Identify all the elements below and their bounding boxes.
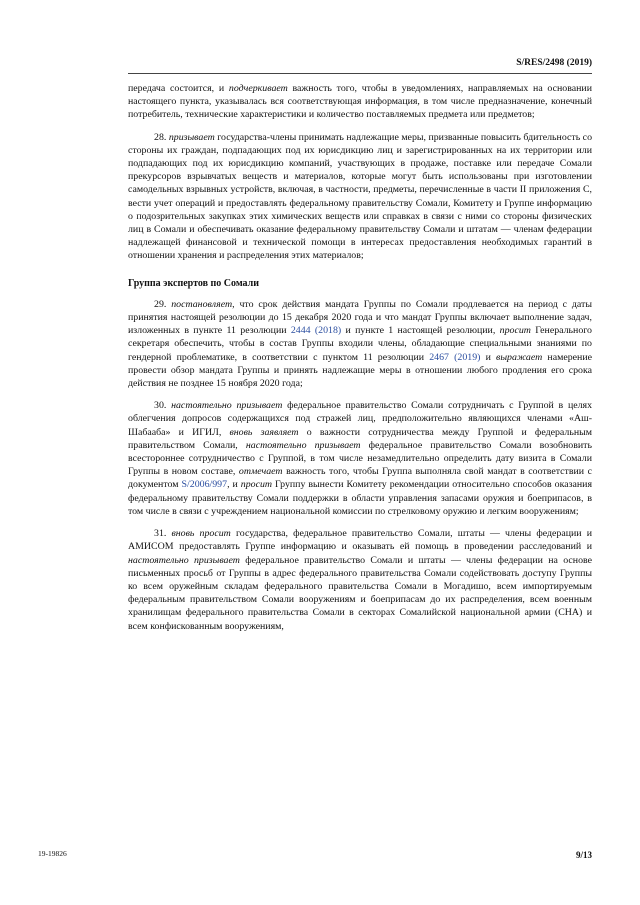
emphasis: подчеркивает: [228, 83, 288, 94]
document-body: [128, 82, 592, 642]
section-heading: Группа экспертов по Сомали: [128, 277, 260, 289]
emphasis: отмечает: [238, 466, 283, 478]
paragraph-number: 29.: [154, 298, 172, 310]
text-run: передача состоится, и: [128, 83, 229, 94]
text-run: государства, федеральное правительство Сомали, штаты — члены федерации и АМИСОМ предоставлять Группе информацию и оказывать ей помощь в проведении расследований и: [128, 528, 592, 553]
emphasis: призывает: [168, 131, 215, 143]
text-run: намерение провести обзор мандата Группы и принять надлежащие меры в отношении любого продления его срока действия не позднее 15 ноября 2020 года;: [128, 351, 592, 390]
emphasis: просит: [499, 325, 531, 337]
emphasis: выражает: [496, 351, 543, 363]
paragraph-28: [128, 131, 592, 263]
text-run: и пункте 1 настоящей резолюции,: [341, 325, 500, 337]
paragraph-number: 28.: [154, 131, 169, 143]
text-run: федеральное правительство Сомали сотрудничать с Группой в целях облегчения допросов содержащихся под стражей лиц, предположительно являющихся членами «Аш-Шабааба» и ИГИЛ,: [128, 400, 593, 438]
emphasis: вновь просит: [171, 528, 231, 540]
emphasis: настоятельно призывает: [171, 400, 283, 412]
text-run: , что срок действия мандата Группы по Сомали продлевается на период с даты принятия настоящей резолюции до 15 декабря 2020 года и что мандат Группы включает выполнение задач, изложенных в пункте 11 резолюции: [128, 298, 593, 337]
emphasis: вновь заявляет: [229, 426, 299, 438]
paragraph-number: 31.: [154, 528, 172, 540]
emphasis: просит: [240, 479, 273, 491]
emphasis: постановляет: [171, 298, 233, 310]
resolution-link-2467[interactable]: 2467 (2019): [429, 351, 481, 363]
text-run: , и: [227, 479, 241, 491]
resolution-link-2444[interactable]: 2444 (2018): [290, 325, 342, 337]
text-run: государства-члены принимать надлежащие меры, призванные повысить бдительность со стороны их граждан, подпадающих под их юрисдикцию лиц и зарегистрированных на их территории или подпадающих под их юрисдикцию компаний, участвующих в продаже, поставке или передаче Сомали прекурсоров взрывчатых веществ и материалов, которые могут быть использованы при изготовлении самодельных взрывных устройств, включая, в частности, предметы, перечисленные в части II приложения C, вести учет операций и предоставлять федеральному правительству Сомали, Комитету и Группе информацию о подозрительных закупках этих химических веществ или справках в связи с ними со стороны физических лиц в Сомали и обеспечивать оказание федеральному правительству Сомали и штатам — членам федерации надлежащей финансовой и технической помощи в интересах предоставления необходимых гарантий в отношении хранения и распределения этих материалов;: [128, 131, 593, 262]
emphasis: настоятельно призывает: [245, 439, 361, 451]
text-run: и: [480, 351, 497, 363]
page-number: 9/13: [575, 850, 592, 860]
text-run: важность того, чтобы Группа выполняла свой мандат в соответствии с документом: [128, 466, 592, 491]
emphasis: настоятельно призывает: [128, 554, 240, 566]
text-run: о важности сотрудничества между Группой и федеральным правительством Сомали,: [128, 426, 592, 451]
text-run: Группу вынести Комитету рекомендации относительно способов оказания федеральному правительству Сомали поддержки в области управления запасами оружия и боеприпасов, в том числе в связи с учреждением национальной комиссии по стрелковому оружию и легким вооружениям;: [128, 479, 592, 517]
paragraph-31: [128, 527, 592, 633]
doc-number: 19-19826: [38, 849, 67, 858]
paragraph-number: 30.: [154, 400, 172, 412]
paragraph-30: [128, 399, 592, 518]
text-run: Генерального секретаря обеспечить, чтобы в состав Группы входили члены, обладающие специальными знаниями по гендерной проблематике, в соответствии с пунктом 11 резолюции: [128, 325, 592, 363]
paragraph-continued: [128, 82, 592, 122]
header-rule: [128, 73, 592, 74]
paragraph-29: [128, 298, 592, 390]
text-run: федеральное правительство Сомали и штаты — члены федерации на основе письменных просьб от Группы в адрес федерального правительства Сомали содействовать доступу Группы ко всем оружейным складам федерального правительства Сомали в Могадишо, всем импортируемым федеральным правительством Сомали вооружениям и боеприпасам до их распределения, всем военным хранилищам федерального правительства Сомали в секторах Сомалийской национальной армии (СНА) и всем конфискованным вооружениям,: [128, 554, 593, 632]
text-run: важность того, чтобы в уведомлениях, направляемых на основании настоящего пункта, указывалась вся соответствующая информация, в том числе предназначение, конечный потребитель, технические характеристики и количество поставляемых предмета или предметов;: [128, 83, 592, 121]
text-run: федеральное правительство Сомали возобновить всестороннее сотрудничество с Группой, в том числе незамедлительно определить дату визита в Сомали Группы в новом составе,: [128, 439, 592, 478]
document-link-s-2006-997[interactable]: S/2006/997: [181, 479, 228, 491]
doc-symbol: S/RES/2498 (2019): [516, 58, 592, 68]
